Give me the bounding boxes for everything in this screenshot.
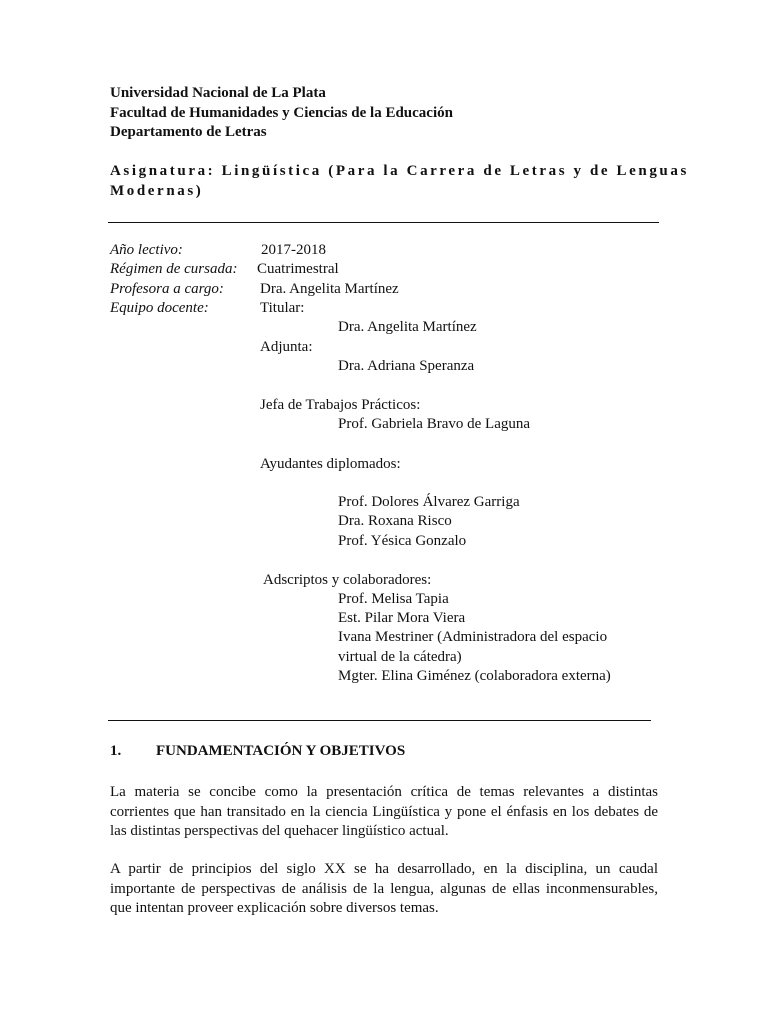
paragraph-2 (110, 860, 658, 919)
section-title: FUNDAMENTACIÓN Y OBJETIVOS (156, 743, 406, 759)
paragraph-1 (110, 783, 658, 842)
regime-label: Régimen de cursada: (110, 261, 238, 277)
team-label: Equipo docente: (110, 300, 209, 316)
professor-label: Profesora a cargo: (110, 281, 224, 297)
adscriptos-label: Adscriptos y colaboradores: (263, 572, 432, 588)
adscripto-item: Ivana Mestriner (Administradora del espacio (338, 629, 608, 645)
jtp-label: Jefa de Trabajos Prácticos: (260, 397, 421, 413)
subject-line-1: Asignatura: Lingüística (Para la Carrera de Letras y de Lenguas (110, 163, 689, 179)
adjunta-name: Dra. Adriana Speranza (338, 358, 475, 374)
adscripto-item: Est. Pilar Mora Viera (338, 610, 466, 626)
middle-divider (108, 720, 651, 721)
paragraph-line: corrientes que han transitado en la ciencia Lingüística y pone el énfasis en los debates de (110, 803, 658, 820)
year-label: Año lectivo: (110, 242, 183, 258)
section-heading (110, 742, 405, 762)
top-divider (108, 222, 659, 223)
titular-label: Titular: (260, 300, 305, 316)
faculty-name: Facultad de Humanidades y Ciencias de la Educación (110, 105, 453, 121)
university-name: Universidad Nacional de La Plata (110, 85, 326, 101)
paragraph-line: A partir de principios del siglo XX se ha desarrollado, en la disciplina, un caudal (110, 861, 658, 877)
year-value: 2017-2018 (261, 242, 326, 258)
paragraph-line: importante de perspectivas de análisis de la lengua, algunas de ellas inconmensurables, (110, 880, 658, 897)
ayudante-item: Dra. Roxana Risco (338, 513, 452, 529)
adscripto-item: Prof. Melisa Tapia (338, 591, 449, 607)
ayudantes-label: Ayudantes diplomados: (260, 456, 401, 472)
subject-line-2: Modernas) (110, 183, 204, 199)
section-number: 1. (110, 743, 122, 759)
jtp-name: Prof. Gabriela Bravo de Laguna (338, 416, 531, 432)
ayudante-item: Prof. Yésica Gonzalo (338, 533, 467, 549)
professor-value: Dra. Angelita Martínez (260, 281, 399, 297)
paragraph-line: las distintas perspectivas del quehacer lingüístico actual. (110, 823, 449, 839)
titular-name: Dra. Angelita Martínez (338, 319, 477, 335)
ayudante-item: Prof. Dolores Álvarez Garriga (338, 494, 520, 510)
adscripto-item: virtual de la cátedra) (338, 649, 462, 665)
paragraph-line: que intentan proveer explicación sobre diversos temas. (110, 900, 439, 916)
paragraph-line: La materia se concibe como la presentación crítica de temas relevantes a distintas (110, 784, 658, 800)
adjunta-label: Adjunta: (260, 339, 313, 355)
department-name: Departamento de Letras (110, 124, 267, 140)
regime-value: Cuatrimestral (257, 261, 339, 277)
adscripto-item: Mgter. Elina Giménez (colaboradora externa) (338, 668, 611, 684)
